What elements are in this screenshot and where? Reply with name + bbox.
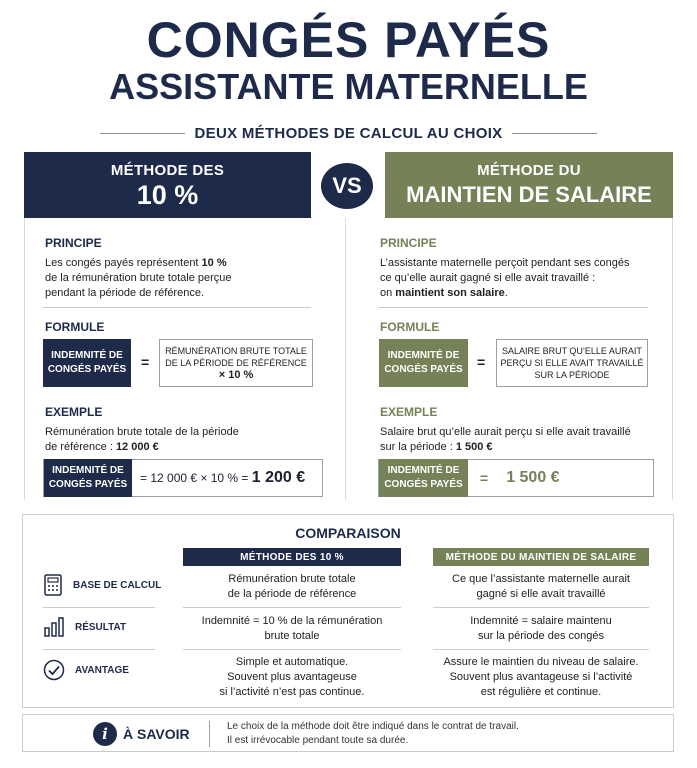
header-small-text: MÉTHODE DU — [477, 162, 581, 179]
divider — [100, 133, 185, 134]
text-fragment: on — [380, 287, 396, 299]
text-fragment: CONGÉS PAYÉS — [384, 479, 463, 490]
text-fragment: pendant la période de référence. — [45, 287, 205, 299]
formule-title: FORMULE — [45, 320, 105, 334]
text-fragment: Les congés payés représentent — [45, 257, 202, 269]
text-fragment: SALAIRE BRUT QU’ELLE AURAIT — [502, 346, 642, 356]
text-fragment: Rémunération brute totale de la période — [45, 426, 239, 438]
text-fragment: CONGÉS PAYÉS — [47, 364, 127, 375]
divider — [378, 307, 648, 308]
method-maintien-header — [385, 152, 673, 218]
cell-10-percent — [183, 614, 401, 644]
cell-maintien — [433, 572, 649, 602]
subtitle-row — [100, 122, 597, 144]
divider — [512, 133, 597, 134]
text-fragment: si l’activité n’est pas continue. — [219, 686, 365, 698]
text-fragment: sur la période : — [380, 441, 456, 453]
cell-maintien — [433, 655, 649, 700]
divider — [433, 649, 649, 650]
calculator-icon — [43, 574, 63, 596]
text-fragment: SUR LA PÉRIODE — [534, 370, 610, 380]
text-fragment: ce qu’elle aurait gagné si elle avait travaillé : — [380, 272, 596, 284]
text-fragment: Le choix de la méthode doit être indiqué dans le contrat de travail. — [227, 721, 519, 732]
row-label-text: RÉSULTAT — [75, 621, 127, 633]
equals-sign: = — [477, 354, 486, 370]
divider — [183, 607, 401, 608]
cell-10-percent — [183, 572, 401, 602]
result-box — [378, 459, 654, 497]
divider — [433, 607, 649, 608]
equals-sign: = — [141, 354, 150, 370]
subtitle: DEUX MÉTHODES DE CALCUL AU CHOIX — [194, 124, 503, 142]
row-label-base-calcul — [43, 566, 183, 604]
divider — [183, 649, 401, 650]
text-fragment: Assure le maintien du niveau de salaire. — [443, 656, 639, 668]
text-fragment: INDEMNITÉ DE — [387, 350, 460, 361]
exemple-text — [45, 425, 335, 455]
principe-title: PRINCIPE — [45, 236, 102, 250]
text-bold: maintient son salaire — [395, 287, 505, 299]
text-fragment: CONGÉS PAYÉS — [48, 479, 128, 490]
text-fragment: = 12 000 € × 10 % = — [140, 471, 252, 485]
comparison-title: COMPARAISON — [295, 525, 401, 541]
text-bold: 12 000 € — [115, 441, 159, 453]
header-big-text: MAINTIEN DE SALAIRE — [406, 182, 652, 207]
method-10-percent-header — [24, 152, 311, 218]
text-fragment: gagné si elle avait travaillé — [476, 588, 606, 600]
text-fragment: de référence : — [45, 441, 116, 453]
divider — [43, 307, 311, 308]
text-fragment: Indemnité = 10 % de la rémunération — [201, 615, 383, 627]
page-title: CONGÉS PAYÉS — [146, 12, 551, 68]
text-fragment: × 10 % — [218, 369, 254, 381]
formula-box — [159, 339, 313, 387]
text-fragment: de la période de référence — [227, 588, 357, 600]
row-label-text: BASE DE CALCUL — [73, 579, 162, 591]
principe-text — [45, 256, 335, 301]
method-10-percent-panel — [24, 218, 343, 500]
text-fragment: RÉMUNÉRATION BRUTE TOTALE — [165, 346, 307, 356]
result-value: 1 200 € — [251, 469, 306, 486]
info-title: À SAVOIR — [123, 726, 190, 742]
cell-10-percent — [183, 655, 401, 700]
cell-maintien — [433, 614, 649, 644]
text-fragment: Ce que l’assistante maternelle aurait — [452, 573, 630, 585]
text-fragment: PERÇU SI ELLE AVAIT TRAVAILLÉ — [500, 358, 644, 368]
info-icon: i — [93, 722, 117, 746]
result-value: 1 500 € — [506, 469, 560, 486]
info-box — [22, 714, 674, 752]
header-small-text: MÉTHODE DES — [110, 162, 225, 179]
text-fragment: L’assistante maternelle perçoit pendant ses congés — [380, 257, 630, 269]
result-box — [43, 459, 323, 497]
text-fragment: INDEMNITÉ DE — [52, 465, 124, 476]
text-fragment: CONGÉS PAYÉS — [384, 364, 463, 375]
text-fragment: Rémunération brute totale — [228, 573, 356, 585]
text-fragment: Simple et automatique. — [235, 656, 349, 668]
comparison-col-10-percent: MÉTHODE DES 10 % — [183, 548, 401, 566]
result-label-box — [44, 459, 132, 497]
text-fragment: DE LA PÉRIODE DE RÉFÉRENCE — [165, 358, 307, 368]
text-fragment: est régulière et continue. — [480, 686, 602, 698]
text-fragment: INDEMNITÉ DE — [387, 465, 460, 476]
text-fragment: Souvent plus avantageuse — [227, 671, 357, 683]
equals-sign: = — [480, 470, 489, 486]
text-fragment: sur la période des congés — [478, 630, 604, 642]
row-label-text: AVANTAGE — [75, 664, 129, 676]
text-fragment: . — [504, 287, 508, 299]
exemple-title: EXEMPLE — [380, 405, 438, 419]
text-bold: 10 % — [201, 257, 227, 269]
text-fragment: INDEMNITÉ DE — [51, 350, 123, 361]
formule-title: FORMULE — [380, 320, 440, 334]
header-big-text: 10 % — [136, 180, 199, 210]
text-bold: 1 500 € — [455, 441, 493, 453]
divider — [43, 649, 155, 650]
page-title-line2: ASSISTANTE MATERNELLE — [109, 66, 588, 107]
method-maintien-panel — [345, 218, 673, 500]
text-fragment: de la rémunération brute totale perçue — [45, 272, 232, 284]
comparison-section — [22, 514, 674, 708]
formula-box — [496, 339, 648, 387]
row-label-avantage — [43, 651, 183, 689]
text-fragment: Souvent plus avantageuse si l’activité — [449, 671, 633, 683]
row-label-resultat — [43, 608, 183, 646]
divider — [209, 721, 210, 747]
formula-label-box — [43, 339, 131, 387]
formula-label-box — [379, 339, 468, 387]
text-fragment: Salaire brut qu’elle aurait perçu si elle avait travaillé — [380, 426, 631, 438]
checkmark-circle-icon — [43, 659, 65, 681]
bar-chart-icon — [43, 617, 65, 637]
text-fragment: Indemnité = salaire maintenu — [470, 615, 612, 627]
result-calculation — [132, 469, 305, 487]
principe-text — [380, 256, 672, 301]
exemple-title: EXEMPLE — [45, 405, 103, 419]
comparison-col-maintien: MÉTHODE DU MAINTIEN DE SALAIRE — [433, 548, 649, 566]
principe-title: PRINCIPE — [380, 236, 437, 250]
result-label-box — [379, 459, 468, 497]
vs-badge: VS — [318, 160, 376, 212]
info-text — [227, 720, 519, 748]
text-fragment: Il est irrévocable pendant toute sa durée. — [227, 735, 409, 746]
exemple-text — [380, 425, 672, 455]
text-fragment: brute totale — [264, 630, 320, 642]
